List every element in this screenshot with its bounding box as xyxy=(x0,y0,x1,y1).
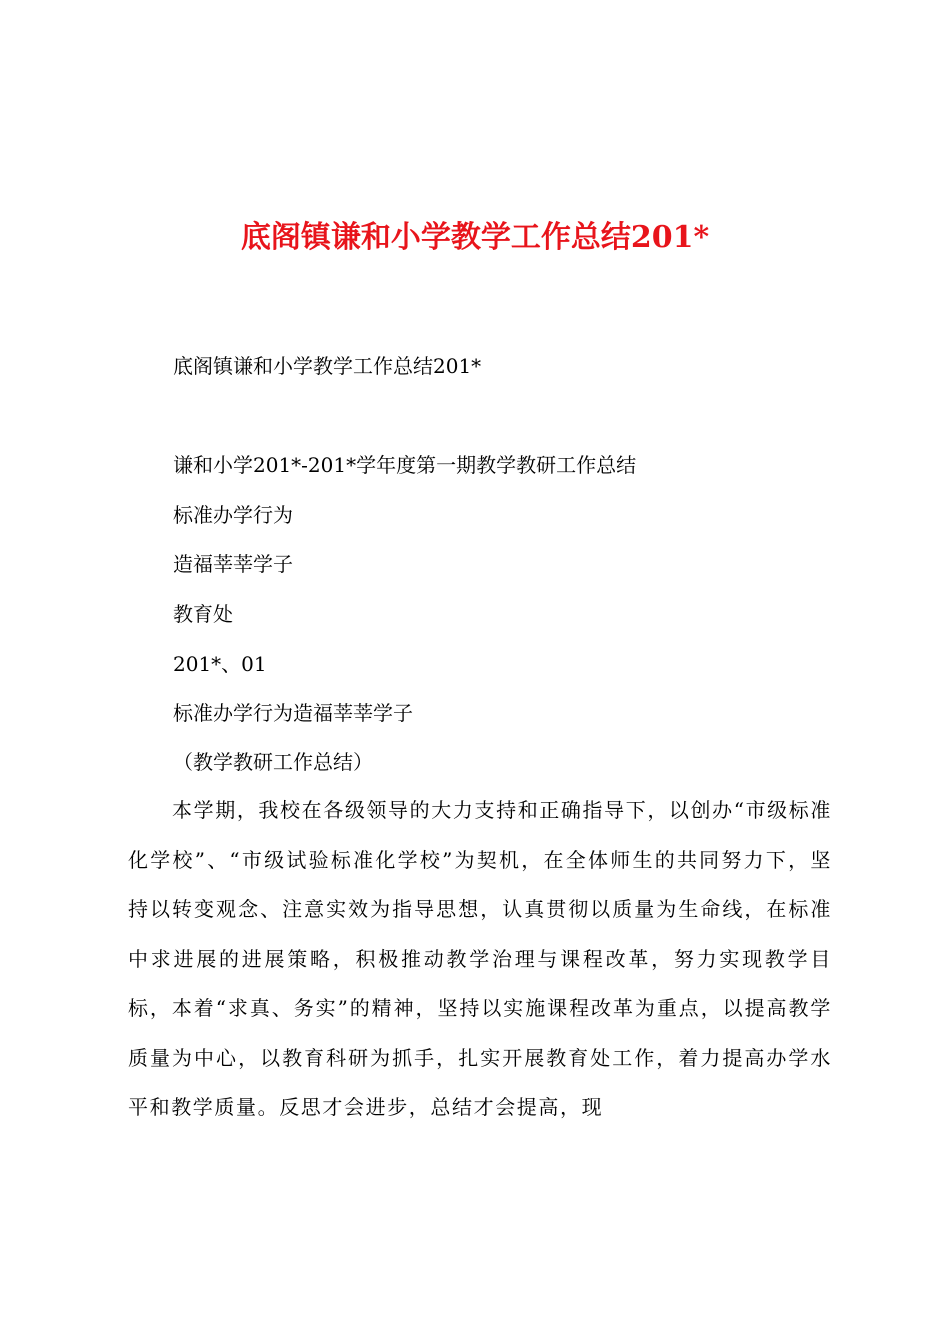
slogan-line-1: 标准办学行为 xyxy=(173,503,293,527)
slogan-line-2: 造福莘莘学子 xyxy=(173,552,293,576)
date-line: 201*、01 xyxy=(173,652,267,676)
body-paragraph: 本学期，我校在各级领导的大力支持和正确指导下，以创办“市级标准化学校”、“市级试验标准化学校”为契机，在全体师生的共同努力下，坚持以转变观念、注意实效为指导思想，认真贯彻以质量为生命线，在标准中求进展的进展策略，积极推动教学治理与课程改革，努力实现教学目标，本着“求真、务实”的精神，坚持以实施课程改革为重点，以提高教学质量为中心，以教育科研为抓手，扎实开展教育处工作，着力提高办学水平和教学质量。反思才会进步，总结才会提高，现 xyxy=(128,798,832,1119)
document-title: 底阁镇谦和小学教学工作总结201* xyxy=(240,220,710,255)
department-line: 教育处 xyxy=(173,602,233,626)
subtitle-line: 底阁镇谦和小学教学工作总结201* xyxy=(173,354,482,378)
combined-slogan-line: 标准办学行为造福莘莘学子 xyxy=(173,701,413,725)
report-heading-line: 谦和小学201*-201*学年度第一期教学教研工作总结 xyxy=(173,453,637,477)
summary-label-line: （教学教研工作总结） xyxy=(173,750,373,774)
